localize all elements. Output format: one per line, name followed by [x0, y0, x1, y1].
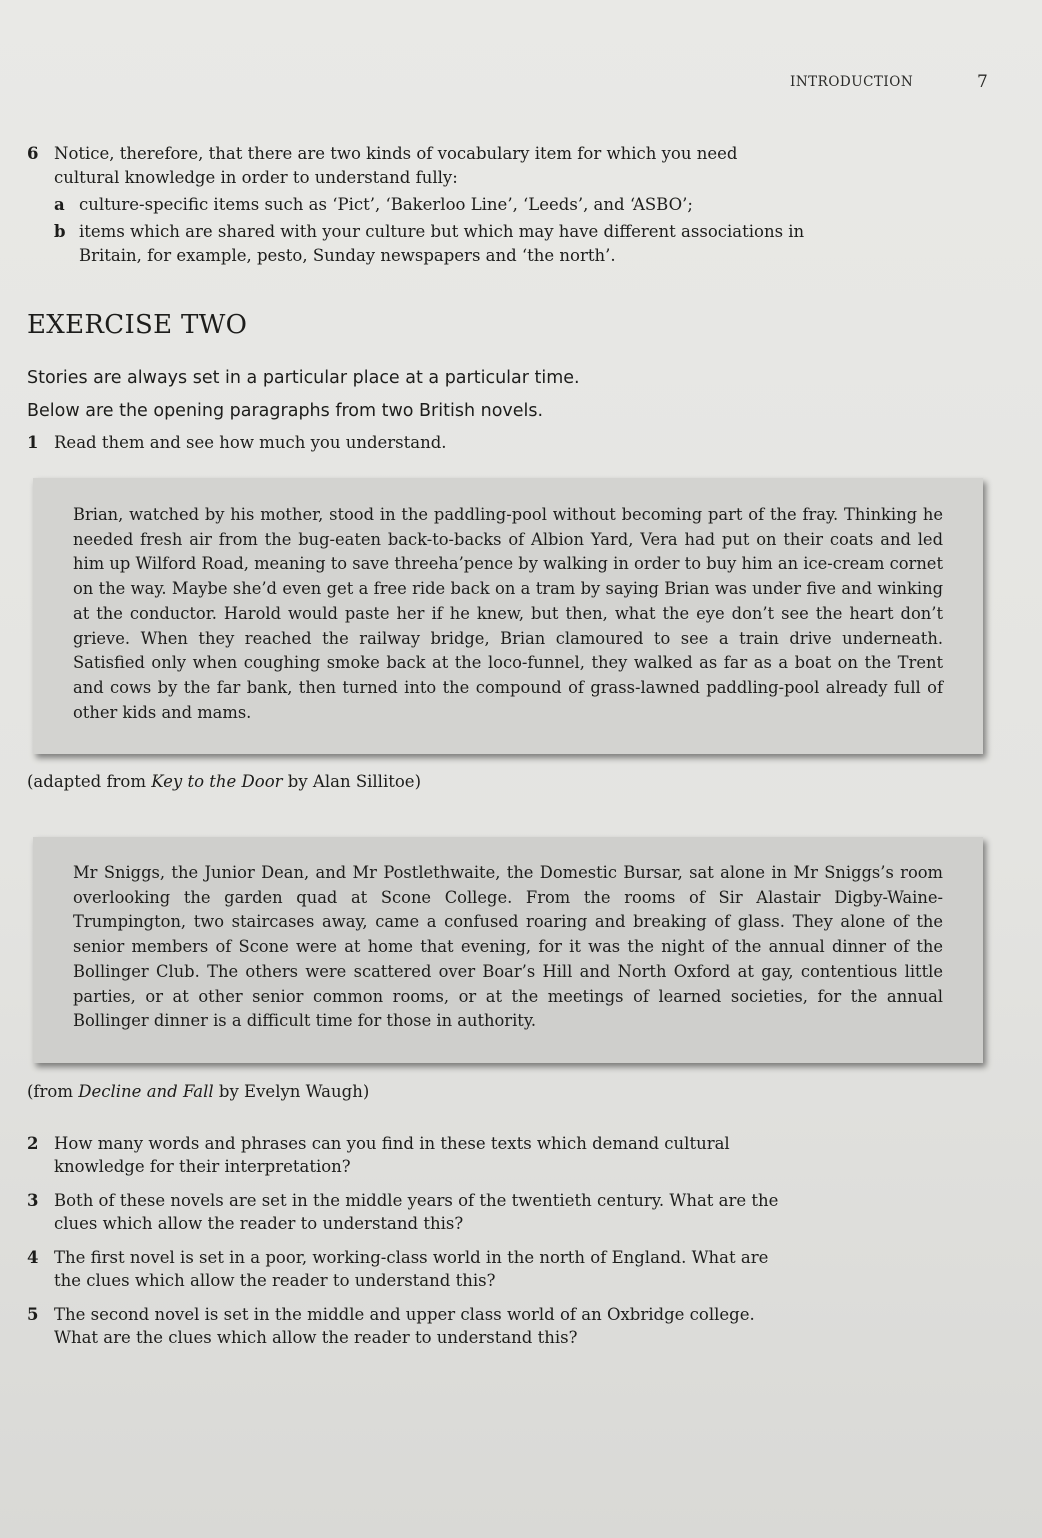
passage-source-2: [27, 1082, 369, 1101]
question-4: [27, 1246, 787, 1292]
note-item-letter: b: [54, 222, 66, 241]
running-head: INTRODUCTION: [790, 74, 914, 90]
question-text: The first novel is set in a poor, working-class world in the north of England. What are the clues which allow the reader to understand this?: [54, 1248, 769, 1290]
question-text: The second novel is set in the middle and upper class world of an Oxbridge college. What are the clues which allow the reader to understand this?: [54, 1305, 755, 1347]
note-item-text: items which are shared with your culture but which may have different associations in Britain, for example, pesto, Sunday newspapers and ‘the north’.: [79, 222, 805, 265]
question-2: [27, 1132, 787, 1178]
question-number: 1: [27, 433, 39, 452]
source-title: Decline and Fall: [78, 1082, 214, 1101]
note-number: 6: [27, 144, 39, 163]
question-number: 5: [27, 1305, 39, 1324]
question-text: Read them and see how much you understand.: [54, 433, 447, 452]
passage-text: Mr Sniggs, the Junior Dean, and Mr Postlethwaite, the Domestic Bursar, sat alone in Mr Sniggs’s room overlooking the garden quad at Scone College. From the rooms of Sir Alastair Digby-Waine-Trumpington, two staircases away, came a confused roaring and breaking of glass. They alone of the senior members of Scone were at home that evening, for it was the night of the annual dinner of the Bollinger Club. The others were scattered over Boar’s Hill and North Oxford at gay, contentious little parties, or at other senior common rooms, or at the meetings of learned societies, for the annual Bollinger dinner is a difficult time for those in authority.: [73, 863, 943, 1031]
source-suffix: by Alan Sillitoe): [282, 772, 422, 791]
source-prefix: (from: [27, 1082, 79, 1101]
passage-box-waugh: [33, 837, 983, 1063]
question-5: [27, 1303, 787, 1349]
question-list: [27, 1132, 787, 1360]
question-1: [27, 433, 727, 452]
passage-box-sillitoe: [33, 478, 983, 754]
exercise-intro-2: Below are the opening paragraphs from two British novels.: [27, 401, 544, 421]
note-text: Notice, therefore, that there are two kinds of vocabulary item for which you need cultural knowledge in order to understand fully:: [54, 144, 738, 187]
question-number: 3: [27, 1191, 39, 1210]
source-title: Key to the Door: [151, 772, 283, 791]
note-item-a: [54, 193, 807, 217]
note-item-b: [54, 220, 807, 268]
passage-source-1: [27, 772, 421, 791]
note-item-letter: a: [54, 195, 65, 214]
question-number: 2: [27, 1134, 39, 1153]
passage-text: Brian, watched by his mother, stood in the paddling-pool without becoming part of the fray. Thinking he needed fresh air from the bug-eaten back-to-backs of Albion Yard, Vera had put on their coats and led him up Wilford Road, meaning to save threeha’pence by walking in order to buy him an ice-cream cornet on the way. Maybe she’d even get a free ride back on a tram by saying Brian was under five and winking at the conductor. Harold would paste her if he knew, but then, what the eye don’t see the heart don’t grieve. When they reached the railway bridge, Brian clamoured to see a train drive underneath. Satisfied only when coughing smoke back at the loco-funnel, they walked as far as a boat on the Trent and cows by the far bank, then turned into the compound of grass-lawned paddling-pool already full of other kids and mams.: [73, 505, 943, 722]
question-text: Both of these novels are set in the middle years of the twentieth century. What are the clues which allow the reader to understand this?: [54, 1191, 779, 1233]
note-item-text: culture-specific items such as ‘Pict’, ‘Bakerloo Line’, ‘Leeds’, and ‘ASBO’;: [79, 195, 693, 214]
exercise-title: EXERCISE TWO: [27, 310, 248, 340]
source-suffix: by Evelyn Waugh): [213, 1082, 370, 1101]
question-3: [27, 1189, 787, 1235]
note-6: [27, 142, 807, 268]
question-text: How many words and phrases can you find in these texts which demand cultural knowledge for their interpretation?: [54, 1134, 730, 1176]
page-number: 7: [977, 72, 988, 92]
source-prefix: (adapted from: [27, 772, 152, 791]
exercise-intro-1: Stories are always set in a particular place at a particular time.: [27, 368, 580, 388]
question-number: 4: [27, 1248, 39, 1267]
